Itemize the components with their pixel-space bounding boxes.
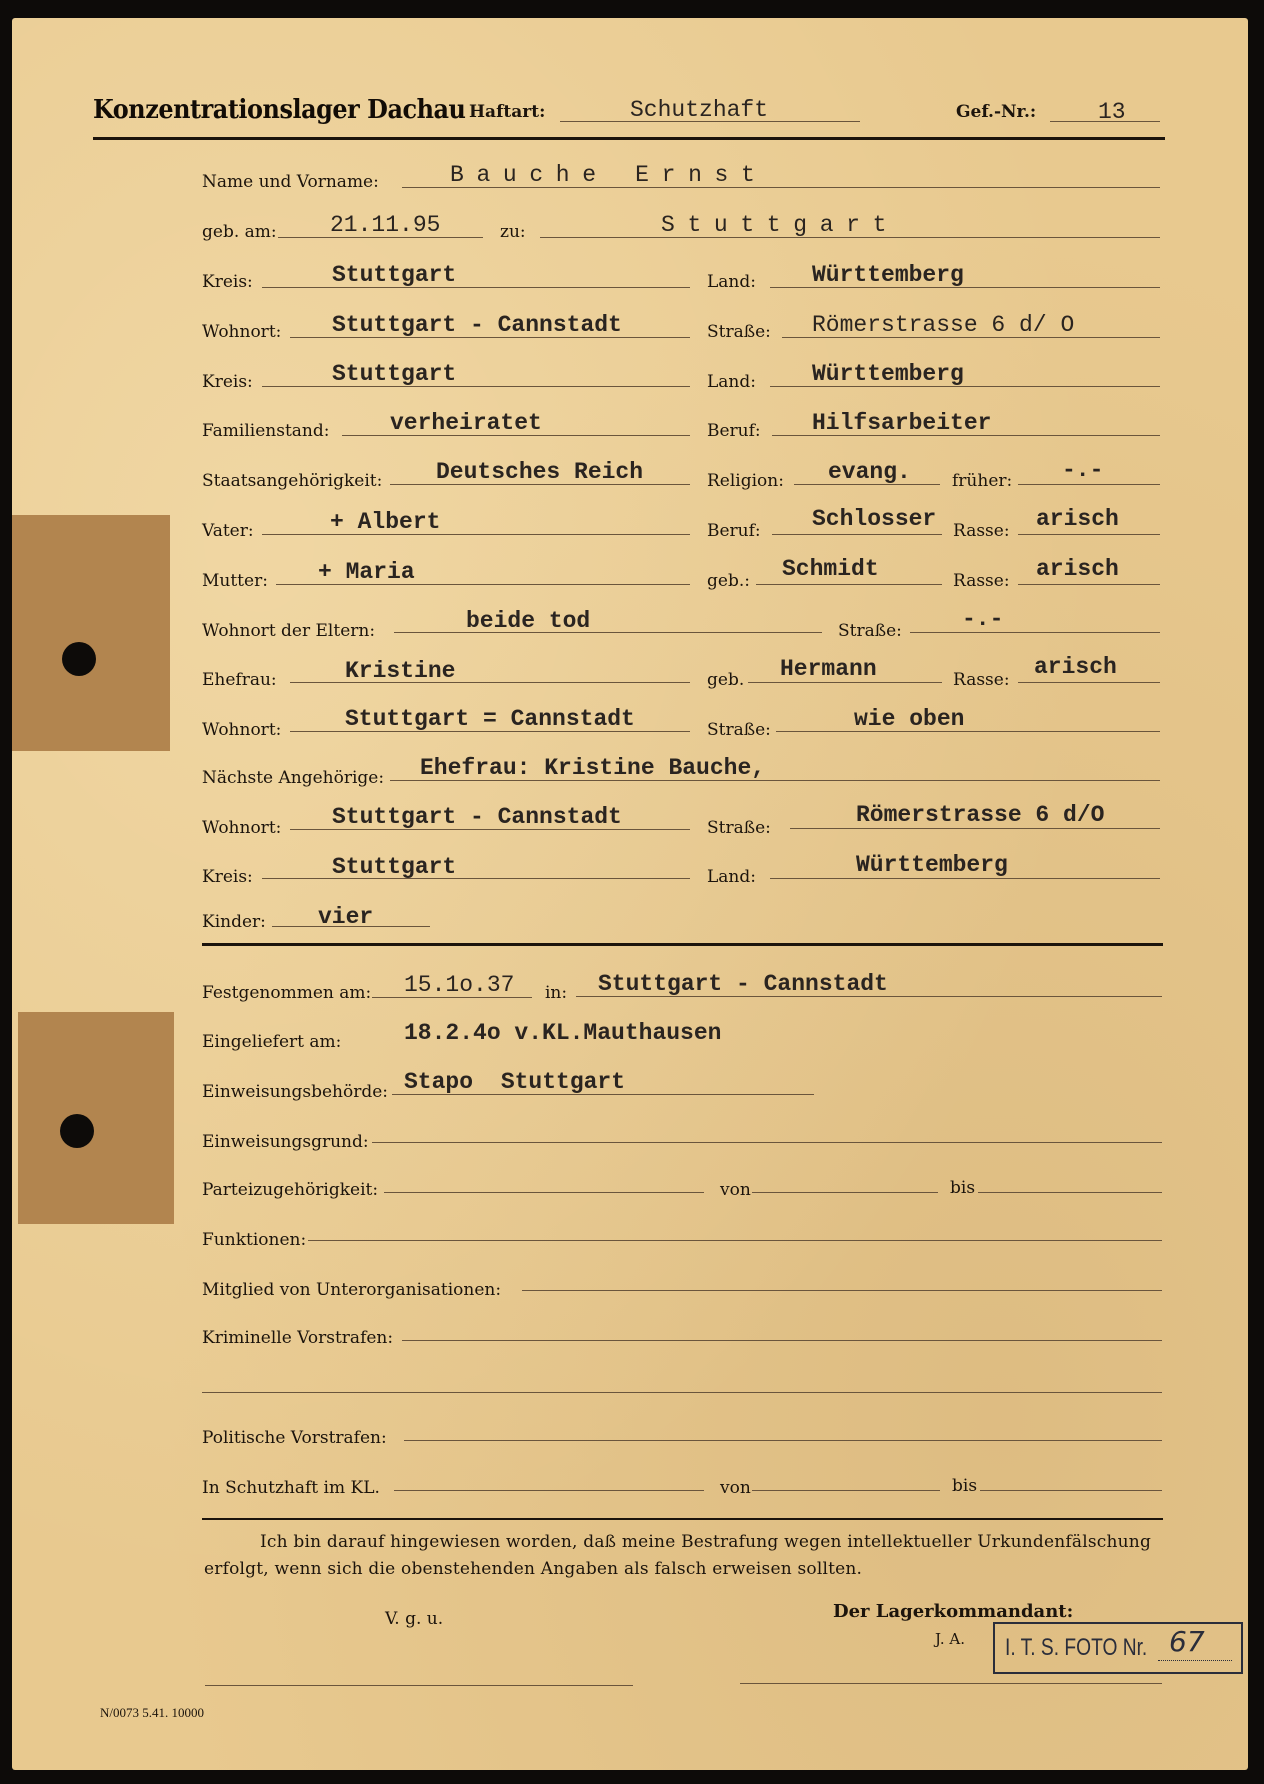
- rasse1-line: [1018, 534, 1160, 535]
- kreis3-label: Kreis:: [202, 867, 253, 887]
- gefnr-line: [1050, 121, 1160, 122]
- festgenommen-value: 15.1o.37: [404, 972, 515, 998]
- declaration-line-1: Ich bin darauf hingewiesen worden, daß meine Bestrafung wegen intellektueller Urkundenfälschung: [260, 1532, 1152, 1552]
- in-label: in:: [545, 983, 568, 1003]
- land3-value: Württemberg: [856, 852, 1008, 878]
- ehefrau-label: Ehefrau:: [202, 670, 277, 690]
- mitglied-label: Mitglied von Unterorganisationen:: [202, 1280, 502, 1300]
- land2-label: Land:: [707, 372, 756, 392]
- kreis2-line: [262, 386, 690, 387]
- section-rule: [202, 943, 1163, 946]
- rasse3-line: [1018, 682, 1160, 683]
- familienstand-label: Familienstand:: [202, 421, 330, 441]
- frueher-value: -.-: [1062, 457, 1104, 483]
- rasse2-label: Rasse:: [953, 571, 1010, 591]
- kinder-label: Kinder:: [202, 912, 266, 932]
- mitglied-line: [522, 1290, 1162, 1291]
- its-foto-stamp: [993, 1622, 1243, 1674]
- rasse3-label: Rasse:: [953, 670, 1010, 690]
- frueher-line: [1018, 484, 1160, 485]
- beruf1-line: [772, 435, 1160, 436]
- land2-line: [770, 386, 1160, 387]
- kreis1-label: Kreis:: [202, 272, 253, 292]
- bis2-label: bis: [952, 1476, 978, 1496]
- bis1-line: [978, 1192, 1162, 1193]
- land1-line: [770, 287, 1160, 288]
- angeh-line: [390, 780, 1160, 781]
- familienstand-line: [342, 435, 690, 436]
- schutzhaft-label: In Schutzhaft im KL.: [202, 1478, 380, 1498]
- behoerde-value: Stapo Stuttgart: [404, 1069, 626, 1095]
- wohnort3-value: Stuttgart - Cannstadt: [332, 804, 622, 830]
- zu-line: [540, 237, 1160, 238]
- staats-line: [390, 484, 690, 485]
- kreis3-line: [262, 878, 690, 879]
- signature-line-left: [205, 1685, 633, 1686]
- schutzhaft-line: [394, 1490, 704, 1491]
- footer-rule: [202, 1518, 1163, 1520]
- gebam-label: geb. am:: [202, 222, 277, 242]
- staats-value: Deutsches Reich: [436, 459, 644, 485]
- form-sheet: [12, 18, 1248, 1770]
- gebam-line: [278, 237, 483, 238]
- stamp-text: I. T. S. FOTO Nr.: [1005, 1634, 1148, 1661]
- strasse2-line: [910, 632, 1160, 633]
- rasse1-value: arisch: [1036, 506, 1119, 532]
- stamp-number-line: [1158, 1660, 1232, 1661]
- eingeliefert-label: Eingeliefert am:: [202, 1032, 342, 1052]
- land2-value: Württemberg: [812, 361, 964, 387]
- von1-line: [752, 1192, 938, 1193]
- kinder-value: vier: [318, 904, 374, 930]
- religion-value: evang.: [828, 459, 911, 485]
- politische-label: Politische Vorstrafen:: [202, 1428, 387, 1448]
- von1-label: von: [720, 1180, 751, 1200]
- festgenommen-line: [372, 997, 532, 998]
- gefnr-label: Gef.-Nr.:: [956, 102, 1037, 122]
- binder-patch-upper: [12, 515, 170, 751]
- wohnort2-line: [290, 731, 690, 732]
- haftart-value: Schutzhaft: [630, 97, 769, 123]
- partei-label: Parteizugehörigkeit:: [202, 1180, 379, 1200]
- zu-value: Stuttgart: [661, 212, 900, 238]
- frueher-label: früher:: [952, 471, 1013, 491]
- religion-line: [794, 484, 940, 485]
- von2-line: [752, 1490, 940, 1491]
- binder-patch-lower: [18, 1012, 174, 1224]
- rasse2-value: arisch: [1036, 556, 1119, 582]
- politische-line: [404, 1440, 1162, 1441]
- behoerde-line: [392, 1094, 814, 1095]
- vater-label: Vater:: [202, 521, 254, 541]
- in-value: Stuttgart - Cannstadt: [598, 971, 888, 997]
- strasse3-line: [776, 731, 1160, 732]
- haftart-label: Haftart:: [469, 102, 546, 122]
- name-line: [402, 187, 1160, 188]
- kinder-line: [272, 926, 430, 927]
- grund-label: Einweisungsgrund:: [202, 1132, 369, 1152]
- strasse4-value: Römerstrasse 6 d/O: [856, 802, 1105, 828]
- kommandant-label: Der Lagerkommandant:: [833, 1601, 1074, 1622]
- eingeliefert-value: 18.2.4o v.KL.Mauthausen: [404, 1020, 722, 1046]
- beruf1-label: Beruf:: [707, 421, 761, 441]
- kreis1-line: [262, 287, 690, 288]
- strasse2-label: Straße:: [838, 621, 902, 641]
- land1-label: Land:: [707, 272, 756, 292]
- religion-label: Religion:: [707, 471, 784, 491]
- ia-label: J. A.: [935, 1630, 965, 1648]
- name-value: Bauche Ernst: [450, 162, 768, 188]
- festgenommen-label: Festgenommen am:: [202, 983, 372, 1003]
- land3-line: [770, 878, 1160, 879]
- geb2-value: Hermann: [780, 656, 877, 682]
- ehefrau-line: [290, 682, 690, 683]
- funktionen-line: [308, 1240, 1162, 1241]
- wohnorteltern-value: beide tod: [466, 608, 591, 634]
- geb1-value: Schmidt: [782, 556, 879, 582]
- partei-line: [384, 1192, 704, 1193]
- kreis2-label: Kreis:: [202, 372, 253, 392]
- kreis2-value: Stuttgart: [332, 361, 457, 387]
- haftart-line: [560, 121, 860, 122]
- wohnort3-label: Wohnort:: [202, 818, 282, 838]
- kriminelle-line-2: [202, 1392, 1162, 1393]
- von2-label: von: [720, 1478, 751, 1498]
- ehefrau-value: Kristine: [345, 658, 456, 684]
- wohnort1-line: [290, 337, 690, 338]
- vgu-label: V. g. u.: [385, 1609, 444, 1629]
- wohnort2-label: Wohnort:: [202, 720, 282, 740]
- strasse1-label: Straße:: [707, 322, 771, 342]
- strasse2-value: -.-: [962, 606, 1004, 632]
- vater-value: + Albert: [330, 509, 441, 535]
- wohnort2-value: Stuttgart = Cannstadt: [345, 706, 635, 732]
- beruf1-value: Hilfsarbeiter: [812, 410, 992, 436]
- strasse3-label: Straße:: [707, 720, 771, 740]
- kriminelle-label: Kriminelle Vorstrafen:: [202, 1328, 394, 1348]
- geb2-label: geb.: [707, 670, 745, 690]
- land3-label: Land:: [707, 867, 756, 887]
- signature-line-right: [740, 1683, 1162, 1684]
- mutter-value: + Maria: [318, 559, 415, 585]
- camp-title: Konzentrationslager Dachau: [93, 95, 466, 125]
- funktionen-label: Funktionen:: [202, 1230, 307, 1250]
- grund-line: [372, 1142, 1162, 1143]
- behoerde-label: Einweisungsbehörde:: [202, 1082, 388, 1102]
- wohnorteltern-label: Wohnort der Eltern:: [202, 621, 376, 641]
- declaration-line-2: erfolgt, wenn sich die obenstehenden Angaben als falsch erweisen sollten.: [204, 1559, 863, 1579]
- land1-value: Württemberg: [812, 262, 964, 288]
- beruf2-value: Schlosser: [812, 506, 937, 532]
- gefnr-value: 13: [1098, 99, 1126, 125]
- vater-line: [262, 534, 690, 535]
- bis2-line: [980, 1490, 1162, 1491]
- punch-hole-lower: [60, 1114, 94, 1148]
- header-rule: [93, 137, 1165, 140]
- rasse3-value: arisch: [1034, 654, 1117, 680]
- gebam-value: 21.11.95: [330, 212, 441, 238]
- geb2-line: [748, 682, 942, 683]
- strasse4-line: [790, 828, 1160, 829]
- wohnort3-line: [290, 829, 690, 830]
- wohnort1-value: Stuttgart - Cannstadt: [332, 312, 622, 338]
- strasse3-value: wie oben: [854, 706, 965, 732]
- zu-label: zu:: [500, 222, 526, 242]
- staats-label: Staatsangehörigkeit:: [202, 471, 383, 491]
- wohnorteltern-line: [394, 632, 822, 633]
- rasse2-line: [1018, 584, 1160, 585]
- name-label: Name und Vorname:: [202, 172, 379, 192]
- punch-hole-upper: [62, 642, 96, 676]
- in-line: [576, 996, 1162, 997]
- beruf2-line: [772, 534, 942, 535]
- mutter-line: [276, 584, 690, 585]
- geb1-line: [756, 584, 942, 585]
- strasse1-value: Römerstrasse 6 d/ O: [812, 312, 1075, 338]
- strasse1-line: [782, 337, 1160, 338]
- angeh-label: Nächste Angehörige:: [202, 768, 385, 788]
- mutter-label: Mutter:: [202, 571, 268, 591]
- kriminelle-line: [402, 1340, 1162, 1341]
- rasse1-label: Rasse:: [953, 521, 1010, 541]
- familienstand-value: verheiratet: [390, 410, 542, 436]
- angeh-value: Ehefrau: Kristine Bauche,: [420, 755, 766, 781]
- bis1-label: bis: [950, 1178, 976, 1198]
- wohnort1-label: Wohnort:: [202, 322, 282, 342]
- geb1-label: geb.:: [707, 571, 750, 591]
- beruf2-label: Beruf:: [707, 521, 761, 541]
- kreis3-value: Stuttgart: [332, 854, 457, 880]
- form-code: N/0073 5.41. 10000: [100, 1705, 204, 1720]
- stamp-number: 67: [1169, 1625, 1205, 1658]
- kreis1-value: Stuttgart: [332, 262, 457, 288]
- strasse4-label: Straße:: [707, 818, 771, 838]
